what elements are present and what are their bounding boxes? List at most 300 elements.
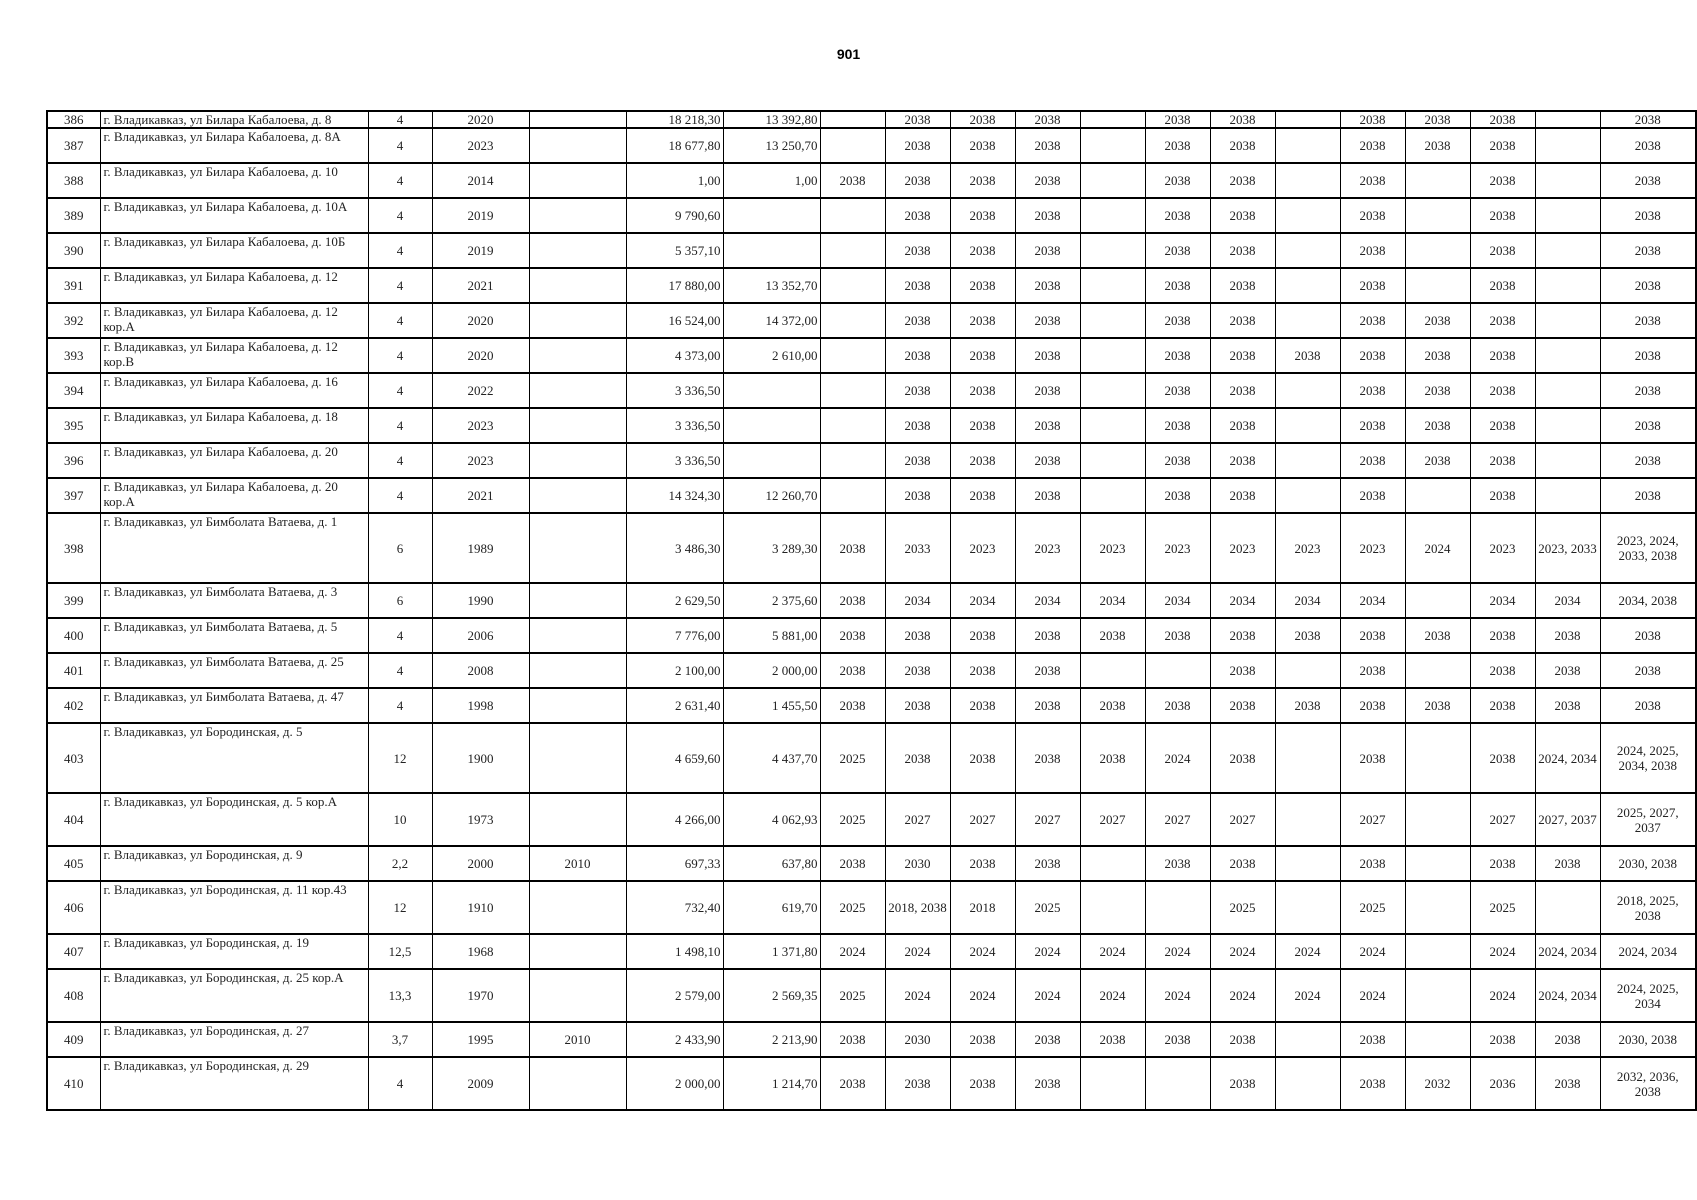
repair-year-cell: 2024 [950,934,1015,969]
table-row [47,793,1696,846]
repair-year-cell: 2038 [1015,1057,1080,1110]
living-area-cell [723,198,820,233]
repair-year-cell: 2024 [1275,934,1340,969]
repair-year-cell: 2038 [1535,653,1600,688]
reconstruction-year-cell [529,1057,626,1110]
repair-year-cell: 2038 [1340,373,1405,408]
repair-year-cell [1275,128,1340,163]
repair-year-cell: 2023 [1340,513,1405,583]
floors-cell: 4 [368,268,432,303]
living-area-cell [723,373,820,408]
repair-year-cell: 2038 [950,846,1015,881]
row-number-cell: 404 [47,793,100,846]
year-built-cell: 1989 [432,513,529,583]
repair-year-cell: 2024 [1015,969,1080,1022]
repair-year-cell: 2024 [1210,934,1275,969]
repair-year-cell: 2024 [885,969,950,1022]
floors-cell: 4 [368,128,432,163]
table-row [47,969,1696,1022]
year-built-cell: 2008 [432,653,529,688]
page-number: 901 [836,46,861,62]
repair-year-cell: 2038 [885,128,950,163]
repair-year-cell [1405,653,1470,688]
repair-year-cell: 2038 [1145,1022,1210,1057]
living-area-cell: 2 375,60 [723,583,820,618]
repair-year-cell: 2038 [1470,478,1535,513]
repair-year-cell: 2038 [1470,443,1535,478]
repair-year-cell: 2038 [1210,723,1275,793]
repair-year-cell: 2038 [1145,846,1210,881]
address-cell: г. Владикавказ, ул Билара Кабалоева, д. 8А [100,128,368,163]
repair-year-cell: 2038 [1600,373,1696,408]
table-row [47,268,1696,303]
repair-year-cell: 2038 [1275,338,1340,373]
repair-year-cell: 2024 [820,934,885,969]
reconstruction-year-cell [529,723,626,793]
living-area-cell: 2 569,35 [723,969,820,1022]
address-cell: г. Владикавказ, ул Билара Кабалоева, д. 10А [100,198,368,233]
repair-year-cell: 2038 [950,303,1015,338]
repair-year-cell: 2038 [1600,688,1696,723]
document-table [46,110,1697,1111]
repair-year-cell: 2034 [1210,583,1275,618]
repair-year-cell [1405,198,1470,233]
repair-year-cell [1275,373,1340,408]
repair-year-cell: 2038 [1015,408,1080,443]
repair-year-cell: 2038 [1470,268,1535,303]
repair-year-cell [1535,128,1600,163]
repair-year-cell: 2038 [950,1022,1015,1057]
repair-year-cell: 2027 [885,793,950,846]
repair-year-cell [1535,373,1600,408]
living-area-cell: 13 250,70 [723,128,820,163]
repair-year-cell: 2038 [1600,268,1696,303]
address-cell: г. Владикавказ, ул Бородинская, д. 11 кор.43 [100,881,368,934]
table-row [47,408,1696,443]
year-built-cell: 2019 [432,233,529,268]
repair-year-cell: 2038 [1340,338,1405,373]
repair-year-cell: 2025 [1470,881,1535,934]
address-cell: г. Владикавказ, ул Билара Кабалоева, д. 10 [100,163,368,198]
floors-cell: 4 [368,303,432,338]
repair-year-cell [1535,233,1600,268]
repair-year-cell: 2038 [820,583,885,618]
reconstruction-year-cell [529,303,626,338]
repair-year-cell: 2027 [1340,793,1405,846]
repair-year-cell: 2038 [1340,1057,1405,1110]
total-area-cell: 3 486,30 [626,513,723,583]
address-cell: г. Владикавказ, ул Билара Кабалоева, д. 12 кор.В [100,338,368,373]
repair-year-cell [1405,583,1470,618]
repair-year-cell [1080,111,1145,128]
repair-year-cell: 2038 [1015,303,1080,338]
total-area-cell: 2 100,00 [626,653,723,688]
repair-year-cell: 2023 [1015,513,1080,583]
repair-year-cell: 2038 [1015,443,1080,478]
repair-year-cell: 2038 [1405,338,1470,373]
repair-year-cell: 2038 [1145,163,1210,198]
repair-year-cell [1275,1022,1340,1057]
repair-year-cell: 2038 [1210,408,1275,443]
repair-year-cell [820,443,885,478]
repair-year-cell: 2024, 2034 [1535,723,1600,793]
repair-year-cell: 2018 [950,881,1015,934]
total-area-cell: 3 336,50 [626,408,723,443]
repair-year-cell: 2038 [1210,373,1275,408]
repair-year-cell: 2024, 2034 [1535,934,1600,969]
repair-year-cell: 2034 [1535,583,1600,618]
repair-year-cell: 2024 [1470,934,1535,969]
repair-year-cell: 2034 [885,583,950,618]
repair-year-cell: 2038 [1145,688,1210,723]
repair-year-cell: 2023 [950,513,1015,583]
row-number-cell: 401 [47,653,100,688]
repair-year-cell: 2038 [820,688,885,723]
repair-year-cell: 2038 [1015,233,1080,268]
total-area-cell: 732,40 [626,881,723,934]
repair-year-cell: 2038 [1405,373,1470,408]
row-number-cell: 402 [47,688,100,723]
year-built-cell: 1910 [432,881,529,934]
year-built-cell: 2000 [432,846,529,881]
reconstruction-year-cell [529,618,626,653]
repair-year-cell [1535,268,1600,303]
repair-year-cell: 2038 [885,408,950,443]
repair-year-cell [1080,653,1145,688]
row-number-cell: 396 [47,443,100,478]
repair-year-cell: 2038 [1145,128,1210,163]
repair-year-cell: 2038 [1340,723,1405,793]
floors-cell: 4 [368,198,432,233]
repair-year-cell: 2038 [1210,198,1275,233]
repair-year-cell: 2038 [885,443,950,478]
repair-year-cell [1535,111,1600,128]
repair-year-cell: 2038 [950,111,1015,128]
table-row [47,513,1696,583]
address-cell: г. Владикавказ, ул Бимболата Ватаева, д. 47 [100,688,368,723]
repair-year-cell: 2038 [1405,111,1470,128]
repair-year-cell [820,233,885,268]
reconstruction-year-cell: 2010 [529,846,626,881]
floors-cell: 4 [368,163,432,198]
living-area-cell: 5 881,00 [723,618,820,653]
repair-year-cell: 2025 [1340,881,1405,934]
floors-cell: 4 [368,688,432,723]
repair-year-cell: 2033 [885,513,950,583]
repair-year-cell [1275,723,1340,793]
floors-cell: 12 [368,723,432,793]
repair-year-cell [1535,163,1600,198]
repair-year-cell: 2038 [885,268,950,303]
total-area-cell: 5 357,10 [626,233,723,268]
repair-year-cell: 2038 [1600,111,1696,128]
repair-year-cell [1275,163,1340,198]
year-built-cell: 2006 [432,618,529,653]
repair-year-cell [820,338,885,373]
repair-year-cell: 2038 [1210,478,1275,513]
repair-year-cell [1275,1057,1340,1110]
reconstruction-year-cell [529,793,626,846]
total-area-cell: 18 677,80 [626,128,723,163]
repair-year-cell: 2038 [820,618,885,653]
year-built-cell: 2020 [432,303,529,338]
repair-year-cell: 2025 [1015,881,1080,934]
address-cell: г. Владикавказ, ул Бородинская, д. 19 [100,934,368,969]
repair-year-cell: 2038 [820,1022,885,1057]
address-cell: г. Владикавказ, ул Билара Кабалоева, д. 18 [100,408,368,443]
repair-year-cell: 2038 [1080,1022,1145,1057]
repair-year-cell: 2034 [1145,583,1210,618]
table-row [47,688,1696,723]
address-cell: г. Владикавказ, ул Бимболата Ватаева, д. 3 [100,583,368,618]
reconstruction-year-cell [529,443,626,478]
repair-year-cell: 2024 [1145,934,1210,969]
repair-year-cell: 2038 [950,128,1015,163]
repair-year-cell: 2038 [1210,688,1275,723]
repair-year-cell: 2038 [950,338,1015,373]
repair-year-cell: 2038 [1470,846,1535,881]
repair-year-cell: 2038 [820,163,885,198]
repair-year-cell: 2034 [1015,583,1080,618]
address-cell: г. Владикавказ, ул Бимболата Ватаева, д. 5 [100,618,368,653]
repair-year-cell: 2038 [1015,198,1080,233]
repair-year-cell: 2038 [885,111,950,128]
repair-year-cell: 2038 [820,513,885,583]
repair-year-cell: 2038 [885,233,950,268]
repair-year-cell: 2038 [1015,688,1080,723]
repair-year-cell: 2025 [820,969,885,1022]
living-area-cell [723,443,820,478]
repair-year-cell [820,268,885,303]
repair-year-cell: 2038 [1080,688,1145,723]
repair-year-cell: 2032, 2036, 2038 [1600,1057,1696,1110]
repair-year-cell [1080,163,1145,198]
repair-year-cell: 2038 [1145,303,1210,338]
repair-year-cell [1405,723,1470,793]
repair-year-cell: 2027 [950,793,1015,846]
repair-year-cell: 2038 [1405,408,1470,443]
repair-year-cell: 2018, 2025, 2038 [1600,881,1696,934]
repair-year-cell [1275,653,1340,688]
repair-year-cell: 2038 [1405,128,1470,163]
repair-year-cell: 2038 [820,846,885,881]
repair-year-cell: 2038 [1470,1022,1535,1057]
repair-year-cell: 2034 [1275,583,1340,618]
row-number-cell: 403 [47,723,100,793]
repair-year-cell: 2038 [950,723,1015,793]
repair-year-cell [1535,478,1600,513]
repair-year-cell: 2038 [1210,443,1275,478]
repair-year-cell: 2038 [1535,846,1600,881]
repair-year-cell: 2038 [1600,618,1696,653]
total-area-cell: 18 218,30 [626,111,723,128]
repair-year-cell: 2025 [1210,881,1275,934]
reconstruction-year-cell [529,478,626,513]
repair-year-cell [820,408,885,443]
reconstruction-year-cell [529,338,626,373]
repair-year-cell: 2024, 2025, 2034, 2038 [1600,723,1696,793]
row-number-cell: 391 [47,268,100,303]
repair-year-cell: 2038 [1145,408,1210,443]
repair-year-cell [820,111,885,128]
repair-year-cell: 2038 [1210,268,1275,303]
repair-year-cell [1080,198,1145,233]
total-area-cell: 3 336,50 [626,373,723,408]
repair-year-cell: 2038 [885,163,950,198]
repair-year-cell: 2038 [885,618,950,653]
year-built-cell: 2021 [432,478,529,513]
repair-year-cell [1080,478,1145,513]
living-area-cell: 1 214,70 [723,1057,820,1110]
living-area-cell: 1,00 [723,163,820,198]
table-row [47,111,1696,128]
year-built-cell: 1998 [432,688,529,723]
table-row [47,934,1696,969]
row-number-cell: 394 [47,373,100,408]
floors-cell: 4 [368,408,432,443]
table-row [47,478,1696,513]
repair-year-cell: 2038 [1015,338,1080,373]
floors-cell: 4 [368,653,432,688]
floors-cell: 3,7 [368,1022,432,1057]
year-built-cell: 1973 [432,793,529,846]
row-number-cell: 387 [47,128,100,163]
repair-year-cell: 2038 [1145,443,1210,478]
repair-year-cell: 2038 [1470,111,1535,128]
row-number-cell: 395 [47,408,100,443]
repair-year-cell: 2038 [1340,443,1405,478]
repair-year-cell [1145,881,1210,934]
repair-year-cell: 2038 [1080,618,1145,653]
repair-year-cell [1405,934,1470,969]
repair-year-cell: 2038 [1145,111,1210,128]
repair-year-cell [1275,881,1340,934]
total-area-cell: 1 498,10 [626,934,723,969]
repair-year-cell: 2038 [1600,303,1696,338]
repair-year-cell: 2024 [1340,934,1405,969]
repair-year-cell: 2024 [950,969,1015,1022]
living-area-cell: 2 610,00 [723,338,820,373]
repair-year-cell: 2027 [1470,793,1535,846]
reconstruction-year-cell [529,969,626,1022]
repair-year-cell [1405,268,1470,303]
repair-year-cell: 2038 [1340,478,1405,513]
repair-year-cell: 2038 [1340,846,1405,881]
total-area-cell: 17 880,00 [626,268,723,303]
repair-year-cell [820,303,885,338]
table-row [47,846,1696,881]
table-row [47,881,1696,934]
floors-cell: 12,5 [368,934,432,969]
repair-year-cell: 2024 [1210,969,1275,1022]
row-number-cell: 406 [47,881,100,934]
table-row [47,583,1696,618]
reconstruction-year-cell [529,111,626,128]
repair-year-cell: 2023, 2024, 2033, 2038 [1600,513,1696,583]
address-cell: г. Владикавказ, ул Билара Кабалоева, д. 20 кор.А [100,478,368,513]
repair-year-cell: 2038 [1340,268,1405,303]
row-number-cell: 405 [47,846,100,881]
total-area-cell: 2 433,90 [626,1022,723,1057]
repair-year-cell: 2038 [1340,128,1405,163]
repair-year-cell: 2038 [1015,111,1080,128]
address-cell: г. Владикавказ, ул Билара Кабалоева, д. 20 [100,443,368,478]
total-area-cell: 9 790,60 [626,198,723,233]
row-number-cell: 388 [47,163,100,198]
repair-year-cell: 2038 [1015,478,1080,513]
year-built-cell: 2022 [432,373,529,408]
repair-year-cell: 2038 [885,1057,950,1110]
living-area-cell: 3 289,30 [723,513,820,583]
repair-year-cell [1275,198,1340,233]
year-built-cell: 2023 [432,443,529,478]
living-area-cell: 2 000,00 [723,653,820,688]
floors-cell: 6 [368,583,432,618]
table-row [47,1057,1696,1110]
repair-year-cell: 2038 [950,1057,1015,1110]
repair-year-cell [1080,303,1145,338]
repair-year-cell: 2038 [1015,268,1080,303]
repair-year-cell [1535,408,1600,443]
repair-year-cell: 2038 [885,303,950,338]
table-row [47,303,1696,338]
reconstruction-year-cell [529,198,626,233]
repair-year-cell: 2038 [1210,128,1275,163]
row-number-cell: 410 [47,1057,100,1110]
row-number-cell: 398 [47,513,100,583]
repair-year-cell: 2024 [1015,934,1080,969]
repair-year-cell: 2038 [1600,128,1696,163]
repair-year-cell: 2038 [1470,128,1535,163]
repair-year-cell [820,128,885,163]
repair-year-cell: 2032 [1405,1057,1470,1110]
repair-year-cell: 2038 [950,163,1015,198]
repair-year-cell: 2024, 2034 [1600,934,1696,969]
repair-year-cell: 2038 [1405,688,1470,723]
repair-year-cell: 2038 [1340,111,1405,128]
floors-cell: 4 [368,618,432,653]
living-area-cell [723,408,820,443]
year-built-cell: 1970 [432,969,529,1022]
repair-year-cell: 2038 [1340,303,1405,338]
repair-year-cell: 2038 [1210,653,1275,688]
repair-year-cell [1275,408,1340,443]
living-area-cell: 2 213,90 [723,1022,820,1057]
repair-year-cell [1405,969,1470,1022]
repair-year-cell: 2038 [1275,618,1340,653]
repair-year-cell: 2025 [820,881,885,934]
total-area-cell: 7 776,00 [626,618,723,653]
address-cell: г. Владикавказ, ул Билара Кабалоева, д. 12 кор.А [100,303,368,338]
repair-year-cell: 2038 [950,268,1015,303]
repair-year-cell: 2038 [950,198,1015,233]
year-built-cell: 2023 [432,408,529,443]
table-row [47,373,1696,408]
repair-year-cell: 2038 [1600,198,1696,233]
living-area-cell: 12 260,70 [723,478,820,513]
floors-cell: 2,2 [368,846,432,881]
repair-year-cell: 2038 [1470,688,1535,723]
repair-year-cell: 2038 [1340,163,1405,198]
repair-year-cell: 2034 [1080,583,1145,618]
reconstruction-year-cell [529,373,626,408]
repair-year-cell: 2038 [1210,618,1275,653]
repair-year-cell: 2038 [1600,338,1696,373]
repair-year-cell: 2038 [1405,303,1470,338]
repair-year-cell: 2027, 2037 [1535,793,1600,846]
floors-cell: 10 [368,793,432,846]
repair-year-cell: 2038 [1470,653,1535,688]
